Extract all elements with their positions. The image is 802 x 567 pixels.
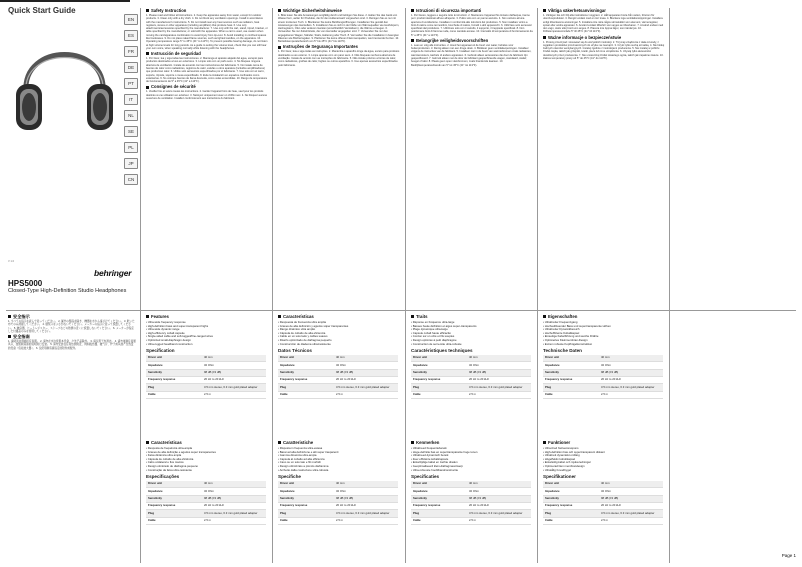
spec-label: Cable bbox=[278, 517, 334, 524]
feature-item: • Archetto dalla costruzione ultra-robusta bbox=[278, 469, 400, 473]
features-section-fr bbox=[411, 314, 533, 399]
spec-value: 32 Ohm bbox=[334, 488, 398, 495]
feature-item: • Ultrabreed frequentiebereik bbox=[411, 447, 533, 451]
spec-title: Specifiche bbox=[278, 474, 301, 480]
feature-item: • Ultrabreiter Frequenzgang bbox=[543, 321, 665, 325]
spec-label: Driver unit bbox=[543, 481, 599, 488]
spec-label: Sensitivity bbox=[543, 369, 599, 376]
language-tab-pt: PT bbox=[124, 78, 138, 89]
features-title: Caratteristiche bbox=[278, 440, 400, 445]
divider bbox=[405, 8, 406, 563]
table-row bbox=[146, 502, 266, 509]
spec-value: 20 Hz to 20 kHz bbox=[599, 502, 663, 509]
headphones-image bbox=[12, 22, 117, 140]
spec-value: 2.5 m bbox=[599, 517, 663, 524]
features-title: Traits bbox=[411, 314, 533, 319]
table-row bbox=[146, 517, 266, 524]
feature-item: • High-efficiency cobalt capsule bbox=[146, 332, 268, 336]
spec-label: Driver unit bbox=[411, 481, 467, 488]
features-title: Features bbox=[146, 314, 268, 319]
table-row bbox=[278, 510, 398, 517]
spec-label: Frequency response bbox=[411, 376, 467, 383]
feature-item: • Ultra-wide dynamic range bbox=[146, 328, 268, 332]
features-title: Kenmerken bbox=[411, 440, 533, 445]
spec-table bbox=[146, 355, 266, 399]
safety-de-text: 1. Bitte lesen Sie alle Anweisungen sorgfältig durch und befolgen Sie diese. 2. Halten Sie das Gerät von Wasser fern, außer für Produkte, die für den Außeneinsatz vorgesehen sind. 3. Reinigen Sie es nur mit einem trockenen Tuch. 4. Blockieren Sie keine Belüftungsöffnungen. Installieren Sie gemäß den Anweisungen des Herstellers. 5. Installieren Sie es nicht in der Nähe von Wärmequellen wie Heizkörpern, Heizregistern, Öfen oder anderen Geräten (einschließlich Verstärkern), die Wärme erzeugen. 6. Verwenden Sie nur Zubehörteile, die vom Hersteller angegeben sind. 7. Verwenden Sie nur den angegebenen Wagen, Ständer, Stativ, Halterung oder Tisch. 8. Vermeiden Sie die Installation in beengten Räumen wie Bücherregalen. 9. Platzieren Sie keine offenen Flammenquellen, wie brennende Kerzen. 10. Betriebstemperaturbereich von 5° bis 45°C (41° bis 113°F). bbox=[278, 14, 400, 44]
table-row bbox=[146, 362, 266, 369]
spec-label: Cable bbox=[411, 517, 467, 524]
spec-value: 32 Ohm bbox=[467, 488, 531, 495]
spec-value: 3.5 mm stereo, 6.3 mm gold plated adapter bbox=[334, 384, 398, 391]
spec-label: Sensitivity bbox=[278, 369, 334, 376]
feature-item: • Design optimisé à petit diaphragme bbox=[411, 339, 533, 343]
features-list bbox=[543, 447, 665, 472]
safety-column-asia bbox=[8, 314, 136, 559]
spec-label: Frequency response bbox=[278, 502, 334, 509]
table-row bbox=[278, 517, 398, 524]
safety-en-title: Safety Instruction bbox=[146, 8, 268, 13]
spec-title: Technische Daten bbox=[543, 348, 582, 354]
product-subtitle: Closed-Type High-Definition Studio Headphones bbox=[8, 288, 127, 294]
features-list bbox=[146, 447, 268, 472]
safety-cn-text: 1. 请阅读并遵循所有说明。 2. 请勿在水边使用本设备，户外产品除外。 3. 请仅用干布清洁。 4. 请勿堵塞任何通风口，按照制造商的说明进行安装。 5. 请勿安装在任何热源附近，例如散热器、暖气片、炉子或其他产生热量的设备（包括放大器）。 6. 仅使用制造商指定的附件或配件。 bbox=[8, 339, 136, 350]
safety-de-title: Wichtige Sicherheitshinweise bbox=[278, 8, 400, 13]
spec-table bbox=[278, 355, 398, 399]
spec-value: 32 Ohm bbox=[202, 362, 266, 369]
spec-label: Plug bbox=[146, 384, 202, 391]
spec-value: 98 dB (±3 dB) bbox=[202, 369, 266, 376]
features-section-es bbox=[278, 314, 400, 399]
table-row bbox=[411, 362, 531, 369]
safety-jp-text: 1. すべての指示を読んで従ってください。 2. 屋外の製品を除き、機器を水から遠ざけてください。 3. 乾いた布でのみ清掃してください。 4. 通気口をふさがないでください。メーカーの指示に従って設置してください。 5. 暖房器、ヒートレジスター、ストーブなどの熱源の近くに設置しないでください。 6. メーカーが指定した付属品のみを使用してください。 bbox=[8, 320, 135, 333]
feature-item: • Ultratålig huvudbygel bbox=[543, 469, 665, 473]
spec-label: Driver unit bbox=[146, 355, 202, 362]
feature-item: • Capsula al cobalto ad alta efficienza bbox=[278, 458, 400, 462]
safety-it-text: 1. Per favore, leggere e seguire tutte le istruzioni. 2. Mantenere l'apparecchio lontano dall'acqua, tranne per i prodotti destinati all'uso all'aperto. 3. Pulire solo con un panno asciutto. 4. Non ostruire alcuna apertura di ventilazione. Installare in conformità alle istruzioni del produttore. 5. Non installare vicino a fonti di calore come termosifoni, bocchette di calore, fornelli o altri apparecchi. 6. Utilizzare solo accessori specificati dal produttore. 7. Utilizzare solo con il carrello, il supporto, il treppiede specificati. 8. Non posizionare fonti di fiamma nuda, come candele accese. 10. Intervallo di temperatura di funzionamento da 5° a 45°C (41° a 113°F). bbox=[411, 14, 533, 37]
safety-es-text: 1. Por favor, lea y siga todas las instrucciones. 2. Mantenga el aparato alejado del agua, excepto para productos destinados al uso en exteriores. 3. Limpie solo con un paño seco. 4. No bloquee ninguna abertura de ventilación. Instale de acuerdo con las instrucciones del fabricante. 5. No instale cerca de fuentes de calor como radiadores, registros de calor, estufas u otros aparatos (incluidos amplificadores) que produzcan calor. 6. Utilice solo accesorios especificados por el fabricante. 7. Use solo con el carro, soporte, trípode, soporte o mesa especificado. 8. Evite la instalación en espacios confinados como estanterías. 9. No coloque fuentes de llama desnuda, como velas encendidas. 10. Rango de temperatura de funcionamiento de 5° a 45°C (41° a 113°F). bbox=[146, 57, 267, 84]
spec-label: Sensitivity bbox=[146, 369, 202, 376]
feature-item: • Ultrabreiter Dynamikbereich bbox=[543, 328, 665, 332]
language-tabs bbox=[124, 14, 138, 190]
spec-value: 3.5 mm stereo, 6.3 mm gold plated adapter bbox=[202, 510, 266, 517]
feature-item: • Ultrabrett dynamiskt omfång bbox=[543, 454, 665, 458]
safety-en-text: 1. Please read and follow all instructions. 2. Keep the apparatus away from water, except for outdoor products. 3. Clean only with a dry cloth. 4. Do not block any ventilation openings. Install in accordance with the manufacturer's instructions. 5. Do not install near any heat sources such as radiators, heat registers, stoves or other apparatus (including amplifiers) that produce heat. 6. Use only attachments/accessories specified by the manufacturer. 7. Use only with the cart, stand, tripod, bracket, or table specified by the manufacturer, or sold with the apparatus. When a cart is used, use caution when moving the cart/apparatus combination to avoid injury from tip-over. 8. Avoid installing in confined spaces like bookcases. 9. Do not place naked flame sources, such as lighted candles, on the apparatus. 10. Operating temperature range 5° to 45°C (41° to 113°F). To prevent possible hearing damage, do not listen at high volume levels for long periods. As a guide to setting the volume level, check that you can still hear your own voice, when speaking normally while listening with the headphones. bbox=[146, 14, 268, 50]
feature-item: • High-definition bas och supertransparent diskant bbox=[543, 451, 665, 455]
feature-item: • Hoge-definitie bas en supertransparante hoge tonen bbox=[411, 451, 533, 455]
spec-value: 20 Hz to 20 kHz bbox=[334, 376, 398, 383]
features-section-en bbox=[146, 314, 268, 399]
features-section-de bbox=[543, 314, 665, 399]
divider bbox=[272, 8, 273, 563]
brand-logo: behringer bbox=[94, 268, 132, 278]
spec-table bbox=[543, 355, 663, 399]
features-list bbox=[411, 321, 533, 346]
spec-value: 3.5 mm stereo, 6.3 mm gold plated adapter bbox=[599, 510, 663, 517]
table-row bbox=[278, 502, 398, 509]
feature-item: • Cable en un solo lado y cables suaves bbox=[278, 335, 400, 339]
spec-label: Impedance bbox=[278, 488, 334, 495]
spec-label: Sensitivity bbox=[411, 495, 467, 502]
spec-label: Sensitivity bbox=[278, 495, 334, 502]
feature-item: • Optimized small-diaphragm design bbox=[146, 339, 268, 343]
spec-value: 32 Ohm bbox=[599, 362, 663, 369]
language-tab-de: DE bbox=[124, 62, 138, 73]
language-tab-es: ES bbox=[124, 30, 138, 41]
spec-value: 40 mm bbox=[599, 481, 663, 488]
features-list bbox=[278, 447, 400, 472]
table-row bbox=[543, 495, 663, 502]
features-title: Funktioner bbox=[543, 440, 665, 445]
safety-pl-title: Ważne informacje o bezpieczeństwie bbox=[543, 35, 665, 40]
table-row bbox=[146, 376, 266, 383]
table-row bbox=[543, 517, 663, 524]
spec-table bbox=[411, 481, 531, 525]
table-row bbox=[411, 384, 531, 391]
spec-value: 20 Hz to 20 kHz bbox=[202, 502, 266, 509]
table-row bbox=[146, 495, 266, 502]
table-row bbox=[411, 495, 531, 502]
spec-value: 20 Hz to 20 kHz bbox=[334, 502, 398, 509]
language-tab-se: SE bbox=[124, 126, 138, 137]
features-section-pt bbox=[146, 440, 268, 525]
spec-value: 98 dB (±3 dB) bbox=[334, 369, 398, 376]
table-row bbox=[278, 391, 398, 398]
spec-label: Plug bbox=[543, 510, 599, 517]
spec-value: 40 mm bbox=[202, 481, 266, 488]
spec-title: Specification bbox=[146, 348, 175, 354]
feature-item: • Faixa dinâmica ultra ampla bbox=[146, 454, 268, 458]
spec-label: Cable bbox=[543, 517, 599, 524]
language-tab-fr: FR bbox=[124, 46, 138, 57]
feature-item: • Respuesta de frecuencia ultra amplia bbox=[278, 321, 400, 325]
table-row bbox=[543, 481, 663, 488]
spec-label: Driver unit bbox=[278, 355, 334, 362]
table-row bbox=[543, 355, 663, 362]
spec-value: 98 dB (±3 dB) bbox=[599, 495, 663, 502]
spec-value: 3.5 mm stereo, 6.3 mm gold plated adapter bbox=[467, 384, 531, 391]
spec-label: Sensitivity bbox=[146, 495, 202, 502]
spec-table bbox=[146, 481, 266, 525]
spec-value: 40 mm bbox=[467, 355, 531, 362]
spec-label: Cable bbox=[411, 391, 467, 398]
spec-label: Frequency response bbox=[146, 502, 202, 509]
table-row bbox=[278, 369, 398, 376]
spec-value: 98 dB (±3 dB) bbox=[467, 369, 531, 376]
feature-item: • Optimiertes Kleinmembran-Design bbox=[543, 339, 665, 343]
table-row bbox=[146, 384, 266, 391]
feature-item: • Optimerad liten membrandesign bbox=[543, 465, 665, 469]
table-row bbox=[543, 510, 663, 517]
table-row bbox=[146, 355, 266, 362]
spec-label: Impedance bbox=[543, 362, 599, 369]
feature-item: • Högeffektiv koboltkapsel bbox=[543, 458, 665, 462]
spec-table bbox=[278, 481, 398, 525]
spec-value: 20 Hz to 20 kHz bbox=[599, 376, 663, 383]
spec-label: Plug bbox=[411, 510, 467, 517]
features-list bbox=[278, 321, 400, 346]
spec-label: Impedance bbox=[411, 362, 467, 369]
spec-label: Cable bbox=[146, 391, 202, 398]
spec-label: Frequency response bbox=[278, 376, 334, 383]
feature-item: • Capsule cobalt haute efficacité bbox=[411, 332, 533, 336]
spec-value: 40 mm bbox=[334, 355, 398, 362]
spec-label: Driver unit bbox=[411, 355, 467, 362]
table-row bbox=[278, 355, 398, 362]
feature-item: • Resposta de frequência ultra-ampla bbox=[146, 447, 268, 451]
safety-column-2 bbox=[278, 8, 400, 308]
feature-item: • Hochauflösender Bass und supertransparente Höhen bbox=[543, 325, 665, 329]
spec-label: Frequency response bbox=[146, 376, 202, 383]
top-rule bbox=[0, 0, 130, 2]
table-row bbox=[543, 384, 663, 391]
feature-item: • Design ottimizzato a piccolo diaframma bbox=[278, 465, 400, 469]
table-row bbox=[146, 369, 266, 376]
spec-title: Specificaties bbox=[411, 474, 440, 480]
table-row bbox=[543, 488, 663, 495]
feature-item: • High-definition bass and super-transparent highs bbox=[146, 325, 268, 329]
spec-value: 40 mm bbox=[334, 481, 398, 488]
table-row bbox=[146, 488, 266, 495]
feature-item: • Ultra-robuuste hoofdbandconstructie bbox=[411, 469, 533, 473]
safety-jp-title: 安全指示 bbox=[8, 314, 136, 319]
spec-label: Cable bbox=[543, 391, 599, 398]
feature-item: • Construcción de diadema ultrarresistente bbox=[278, 343, 400, 347]
features-list bbox=[543, 321, 665, 346]
table-row bbox=[278, 384, 398, 391]
spec-value: 2.5 m bbox=[334, 391, 398, 398]
table-row bbox=[411, 369, 531, 376]
spec-value: 40 mm bbox=[467, 481, 531, 488]
feature-item: • Graves de alta definición y agudos súper transparentes bbox=[278, 325, 400, 329]
spec-value: 20 Hz to 20 kHz bbox=[202, 376, 266, 383]
feature-item: • Réponse en fréquence ultra-large bbox=[411, 321, 533, 325]
table-row bbox=[543, 362, 663, 369]
spec-label: Frequency response bbox=[543, 502, 599, 509]
language-tab-jp: JP bbox=[124, 158, 138, 169]
features-section-nl bbox=[411, 440, 533, 525]
feature-item: • Zeer efficiënte kobaltcapsule bbox=[411, 458, 533, 462]
spec-value: 20 Hz to 20 kHz bbox=[467, 376, 531, 383]
table-row bbox=[411, 376, 531, 383]
table-row bbox=[543, 376, 663, 383]
language-tab-cn: CN bbox=[124, 174, 138, 185]
feature-item: • Graves de alta definição e agudos super transparentes bbox=[146, 451, 268, 455]
feature-item: • Basses haute définition et aigus super-transparents bbox=[411, 325, 533, 329]
table-row bbox=[411, 502, 531, 509]
spec-label: Impedance bbox=[411, 488, 467, 495]
table-row bbox=[543, 391, 663, 398]
spec-value: 98 dB (±3 dB) bbox=[334, 495, 398, 502]
feature-item: • Enkelzijdige kabel en zachte draden bbox=[411, 461, 533, 465]
feature-item: • Rango dinámico ultra amplio bbox=[278, 328, 400, 332]
table-row bbox=[411, 355, 531, 362]
spec-title: Specifikationer bbox=[543, 474, 576, 480]
safety-column-4 bbox=[543, 8, 665, 308]
spec-label: Plug bbox=[146, 510, 202, 517]
spec-label: Driver unit bbox=[278, 481, 334, 488]
spec-value: 2.5 m bbox=[467, 517, 531, 524]
table-row bbox=[411, 517, 531, 524]
table-row bbox=[278, 495, 398, 502]
spec-label: Driver unit bbox=[146, 481, 202, 488]
feature-item: • Einseitige Kabelführung und weiche Drähte bbox=[543, 335, 665, 339]
table-row bbox=[278, 362, 398, 369]
divider bbox=[537, 8, 538, 563]
spec-label: Plug bbox=[278, 384, 334, 391]
feature-item: • Cavo su un solo lato e fili morbidi bbox=[278, 461, 400, 465]
feature-item: • Hocheffiziente Kobaltkapsel bbox=[543, 332, 665, 336]
table-row bbox=[411, 481, 531, 488]
safety-column-3 bbox=[411, 8, 533, 308]
feature-item: • Bassi ad alta definizione e alti super trasparenti bbox=[278, 451, 400, 455]
spec-value: 32 Ohm bbox=[202, 488, 266, 495]
language-tab-pl: PL bbox=[124, 142, 138, 153]
feature-item: • Geoptimaliseerd klein-diafragmaontwerp bbox=[411, 465, 533, 469]
divider bbox=[140, 8, 141, 563]
feature-item: • Enkelsidig kabel och mjuka ledningar bbox=[543, 461, 665, 465]
spec-value: 2.5 m bbox=[334, 517, 398, 524]
spec-label: Impedance bbox=[146, 362, 202, 369]
safety-pt-title: Instruções de Segurança Importantes bbox=[278, 44, 400, 49]
table-row bbox=[146, 510, 266, 517]
spec-value: 32 Ohm bbox=[467, 362, 531, 369]
feature-item: • Single-sided cable and soft-lugged/fine-ranged wires bbox=[146, 335, 268, 339]
safety-se-title: Viktiga säkerhetsanvisningar bbox=[543, 8, 665, 13]
model-name: HPS5000 bbox=[8, 279, 43, 288]
table-row bbox=[543, 502, 663, 509]
table-row bbox=[278, 488, 398, 495]
spec-label: Impedance bbox=[278, 362, 334, 369]
safety-fr-text: 1. Veuillez lire et suivre toutes les instructions. 2. Garder l'appareil hors de l'eau, sauf pour les produits destinés à une utilisation en extérieur. 3. Nettoyez uniquement avec un chiffon sec. 4. Ne bloquez aucune ouverture de ventilation. Installez conformément aux instructions du fabricant. bbox=[146, 90, 268, 100]
safety-se-text: 1. Vänligen läs och följ alla instruktioner noggrant. 2. Håll apparaten borta från vatten, förutom för utomhusprodukter. 3. Rengör endast med en torr trasa. 4. Blockera inga ventilationsöppningar. Installera enligt tillverkarens anvisningar. 5. Installera inte nära några värmekällor som element, värmeregister, spisar eller andra apparater. 6. Använd endast tillbehör som anges av tillverkaren. 7. Använd endast med den vagn, stativ eller bord som anges. 8. Placera inte öppna lågor, som tända ljus. 10. Driftstemperaturområde 5° till 45°C (41° till 113°F). bbox=[543, 14, 664, 34]
spec-value: 98 dB (±3 dB) bbox=[202, 495, 266, 502]
table-row bbox=[278, 376, 398, 383]
feature-item: • Ultra-bred frekvensrespons bbox=[543, 447, 665, 451]
table-row bbox=[543, 369, 663, 376]
table-row bbox=[411, 391, 531, 398]
spec-title: Datos Técnicos bbox=[278, 348, 312, 354]
safety-column-1 bbox=[146, 8, 268, 308]
spec-value: 98 dB (±3 dB) bbox=[599, 369, 663, 376]
safety-nl-text: 1. Lees en volg alle instructies. 2. Houd het apparaat uit de buurt van water, behalve voor buitenproducten. 3. Reinig alleen met een droge doek. 4. Blokkeer geen ventilatieopeningen. Installeer volgens de instructies van de fabrikant. 5. Installeer niet in de buurt van warmtebronnen zoals radiatoren, warmteroosters, kachels of andere apparaten. 6. Gebruik alleen accessoires die door de fabrikant zijn gespecificeerd. 7. Gebruik alleen met de door de fabrikant gespecificeerde wagen, standaard, statief, beugel of tafel. 8. Plaats geen open vlambronnen, zoals brandende kaarsen. 10. Bedrijfstemperatuurbereik van 5° tot 45°C (41° tot 113°F). bbox=[411, 43, 532, 67]
version-label: V 1.0 bbox=[8, 260, 15, 263]
spec-value: 3.5 mm stereo, 6.3 mm gold plated adapter bbox=[599, 384, 663, 391]
safety-pl-text: 1. Proszę przeczytać i stosować się do wszystkich instrukcji. 2. Trzymaj urządzenie z dala od wody, z wyjątkiem produktów przeznaczonych do użytku na zewnątrz. 3. Czyść tylko suchą szmatką. 4. Nie blokuj żadnych otworów wentylacyjnych. Instaluj zgodnie z instrukcjami producenta. 5. Nie instaluj w pobliżu źródeł ciepła, takich jak grzejniki, kratki, piece lub inne urządzenia. 6. Używaj tylko akcesoriów określonych przez producenta. 7. Nie umieszczaj źródeł otwartego ognia, takich jak zapalone świece. 10. Zakres temperatury pracy od 5° do 45°C (41° do 113°F). bbox=[543, 40, 665, 61]
spec-label: Impedance bbox=[543, 488, 599, 495]
features-list bbox=[411, 447, 533, 472]
feature-item: • Cápsula de cobalto de alta eficiencia bbox=[278, 332, 400, 336]
page-number: Page 1 bbox=[781, 553, 796, 558]
spec-title: Caractéristiques techniques bbox=[411, 348, 473, 354]
feature-item: • Ultra-rugged headband construction bbox=[146, 343, 268, 347]
spec-label: Cable bbox=[146, 517, 202, 524]
table-row bbox=[146, 481, 266, 488]
feature-item: • Plage dynamique ultra-large bbox=[411, 328, 533, 332]
feature-item: • Diseño optimizado de diafragma pequeño bbox=[278, 339, 400, 343]
table-row bbox=[411, 510, 531, 517]
spec-value: 40 mm bbox=[202, 355, 266, 362]
safety-it-title: Istruzioni di sicurezza importanti bbox=[411, 8, 533, 13]
spec-value: 3.5 mm stereo, 6.3 mm gold plated adapter bbox=[467, 510, 531, 517]
features-title: Características bbox=[146, 440, 268, 445]
spec-value: 32 Ohm bbox=[334, 362, 398, 369]
spec-value: 2.5 m bbox=[202, 391, 266, 398]
page-title: Quick Start Guide bbox=[8, 6, 76, 15]
spec-value: 2.5 m bbox=[467, 391, 531, 398]
table-row bbox=[411, 488, 531, 495]
spec-label: Plug bbox=[543, 384, 599, 391]
spec-label: Frequency response bbox=[411, 502, 467, 509]
language-tab-it: IT bbox=[124, 94, 138, 105]
features-section-it bbox=[278, 440, 400, 525]
spec-label: Plug bbox=[278, 510, 334, 517]
table-row bbox=[146, 391, 266, 398]
divider bbox=[669, 8, 670, 563]
spec-label: Plug bbox=[411, 384, 467, 391]
spec-table bbox=[411, 355, 531, 399]
feature-item: • Gamma dinamica ultra-ampia bbox=[278, 454, 400, 458]
feature-item: • Construção da faixa ultra-resistente bbox=[146, 469, 268, 473]
feature-item: • Extrem robuste Kopfbügelkonstruktion bbox=[543, 343, 665, 347]
feature-item: • Cabo unilateral e fios macios bbox=[146, 461, 268, 465]
safety-es-title: Instrucción de seguridad bbox=[146, 51, 268, 56]
spec-value: 3.5 mm stereo, 6.3 mm gold plated adapter bbox=[202, 384, 266, 391]
features-list bbox=[146, 321, 268, 346]
feature-item: • Risposta in frequenza ultra-estesa bbox=[278, 447, 400, 451]
spec-label: Sensitivity bbox=[543, 495, 599, 502]
language-tab-en: EN bbox=[124, 14, 138, 25]
spec-value: 2.5 m bbox=[599, 391, 663, 398]
spec-table bbox=[543, 481, 663, 525]
feature-item: • Ultrabreed dynamisch bereik bbox=[411, 454, 533, 458]
spec-value: 32 Ohm bbox=[599, 488, 663, 495]
spec-value: 98 dB (±3 dB) bbox=[467, 495, 531, 502]
spec-title: Especificações bbox=[146, 474, 180, 480]
safety-fr-title: Consignes de sécurité bbox=[146, 84, 268, 89]
spec-label: Cable bbox=[278, 391, 334, 398]
feature-item: • Construction de serre-tête ultra-robuste bbox=[411, 343, 533, 347]
safety-nl-title: Belangrijke veiligheidsvoorschriften bbox=[411, 38, 533, 43]
table-row bbox=[278, 481, 398, 488]
spec-label: Impedance bbox=[146, 488, 202, 495]
features-title: Eigenschaften bbox=[543, 314, 665, 319]
features-section-se bbox=[543, 440, 665, 525]
spec-value: 40 mm bbox=[599, 355, 663, 362]
feature-item: • Design otimizado de diafragma pequeno bbox=[146, 465, 268, 469]
spec-label: Sensitivity bbox=[411, 369, 467, 376]
spec-value: 20 Hz to 20 kHz bbox=[467, 502, 531, 509]
divider bbox=[6, 310, 796, 311]
language-tab-nl: NL bbox=[124, 110, 138, 121]
spec-value: 3.5 mm stereo, 6.3 mm gold plated adapter bbox=[334, 510, 398, 517]
spec-label: Driver unit bbox=[543, 355, 599, 362]
safety-pt-text: 1. Por favor, leia e siga todas as instruções. 2. Mantenha o aparelho longe da água, exceto para produtos destinados a uso externo. 3. Limpe apenas com um pano seco. 4. Não bloqueie nenhuma abertura de ventilação. Instale de acordo com as instruções do fabricante. 5. Não instale próximo a fontes de calor, como radiadores, grelhas de calor, fogões ou outros aparelhos. 6. Use apenas acessórios especificados pelo fabricante. bbox=[278, 50, 400, 67]
spec-label: Frequency response bbox=[543, 376, 599, 383]
safety-cn-title: 安全指南 bbox=[8, 334, 136, 339]
feature-item: • Cápsula de cobalto de alta eficiência bbox=[146, 458, 268, 462]
feature-item: • Cordon sur un côté et fils souples bbox=[411, 335, 533, 339]
spec-value: 2.5 m bbox=[202, 517, 266, 524]
feature-item: • Ultra-wide frequency response bbox=[146, 321, 268, 325]
features-title: Características bbox=[278, 314, 400, 319]
